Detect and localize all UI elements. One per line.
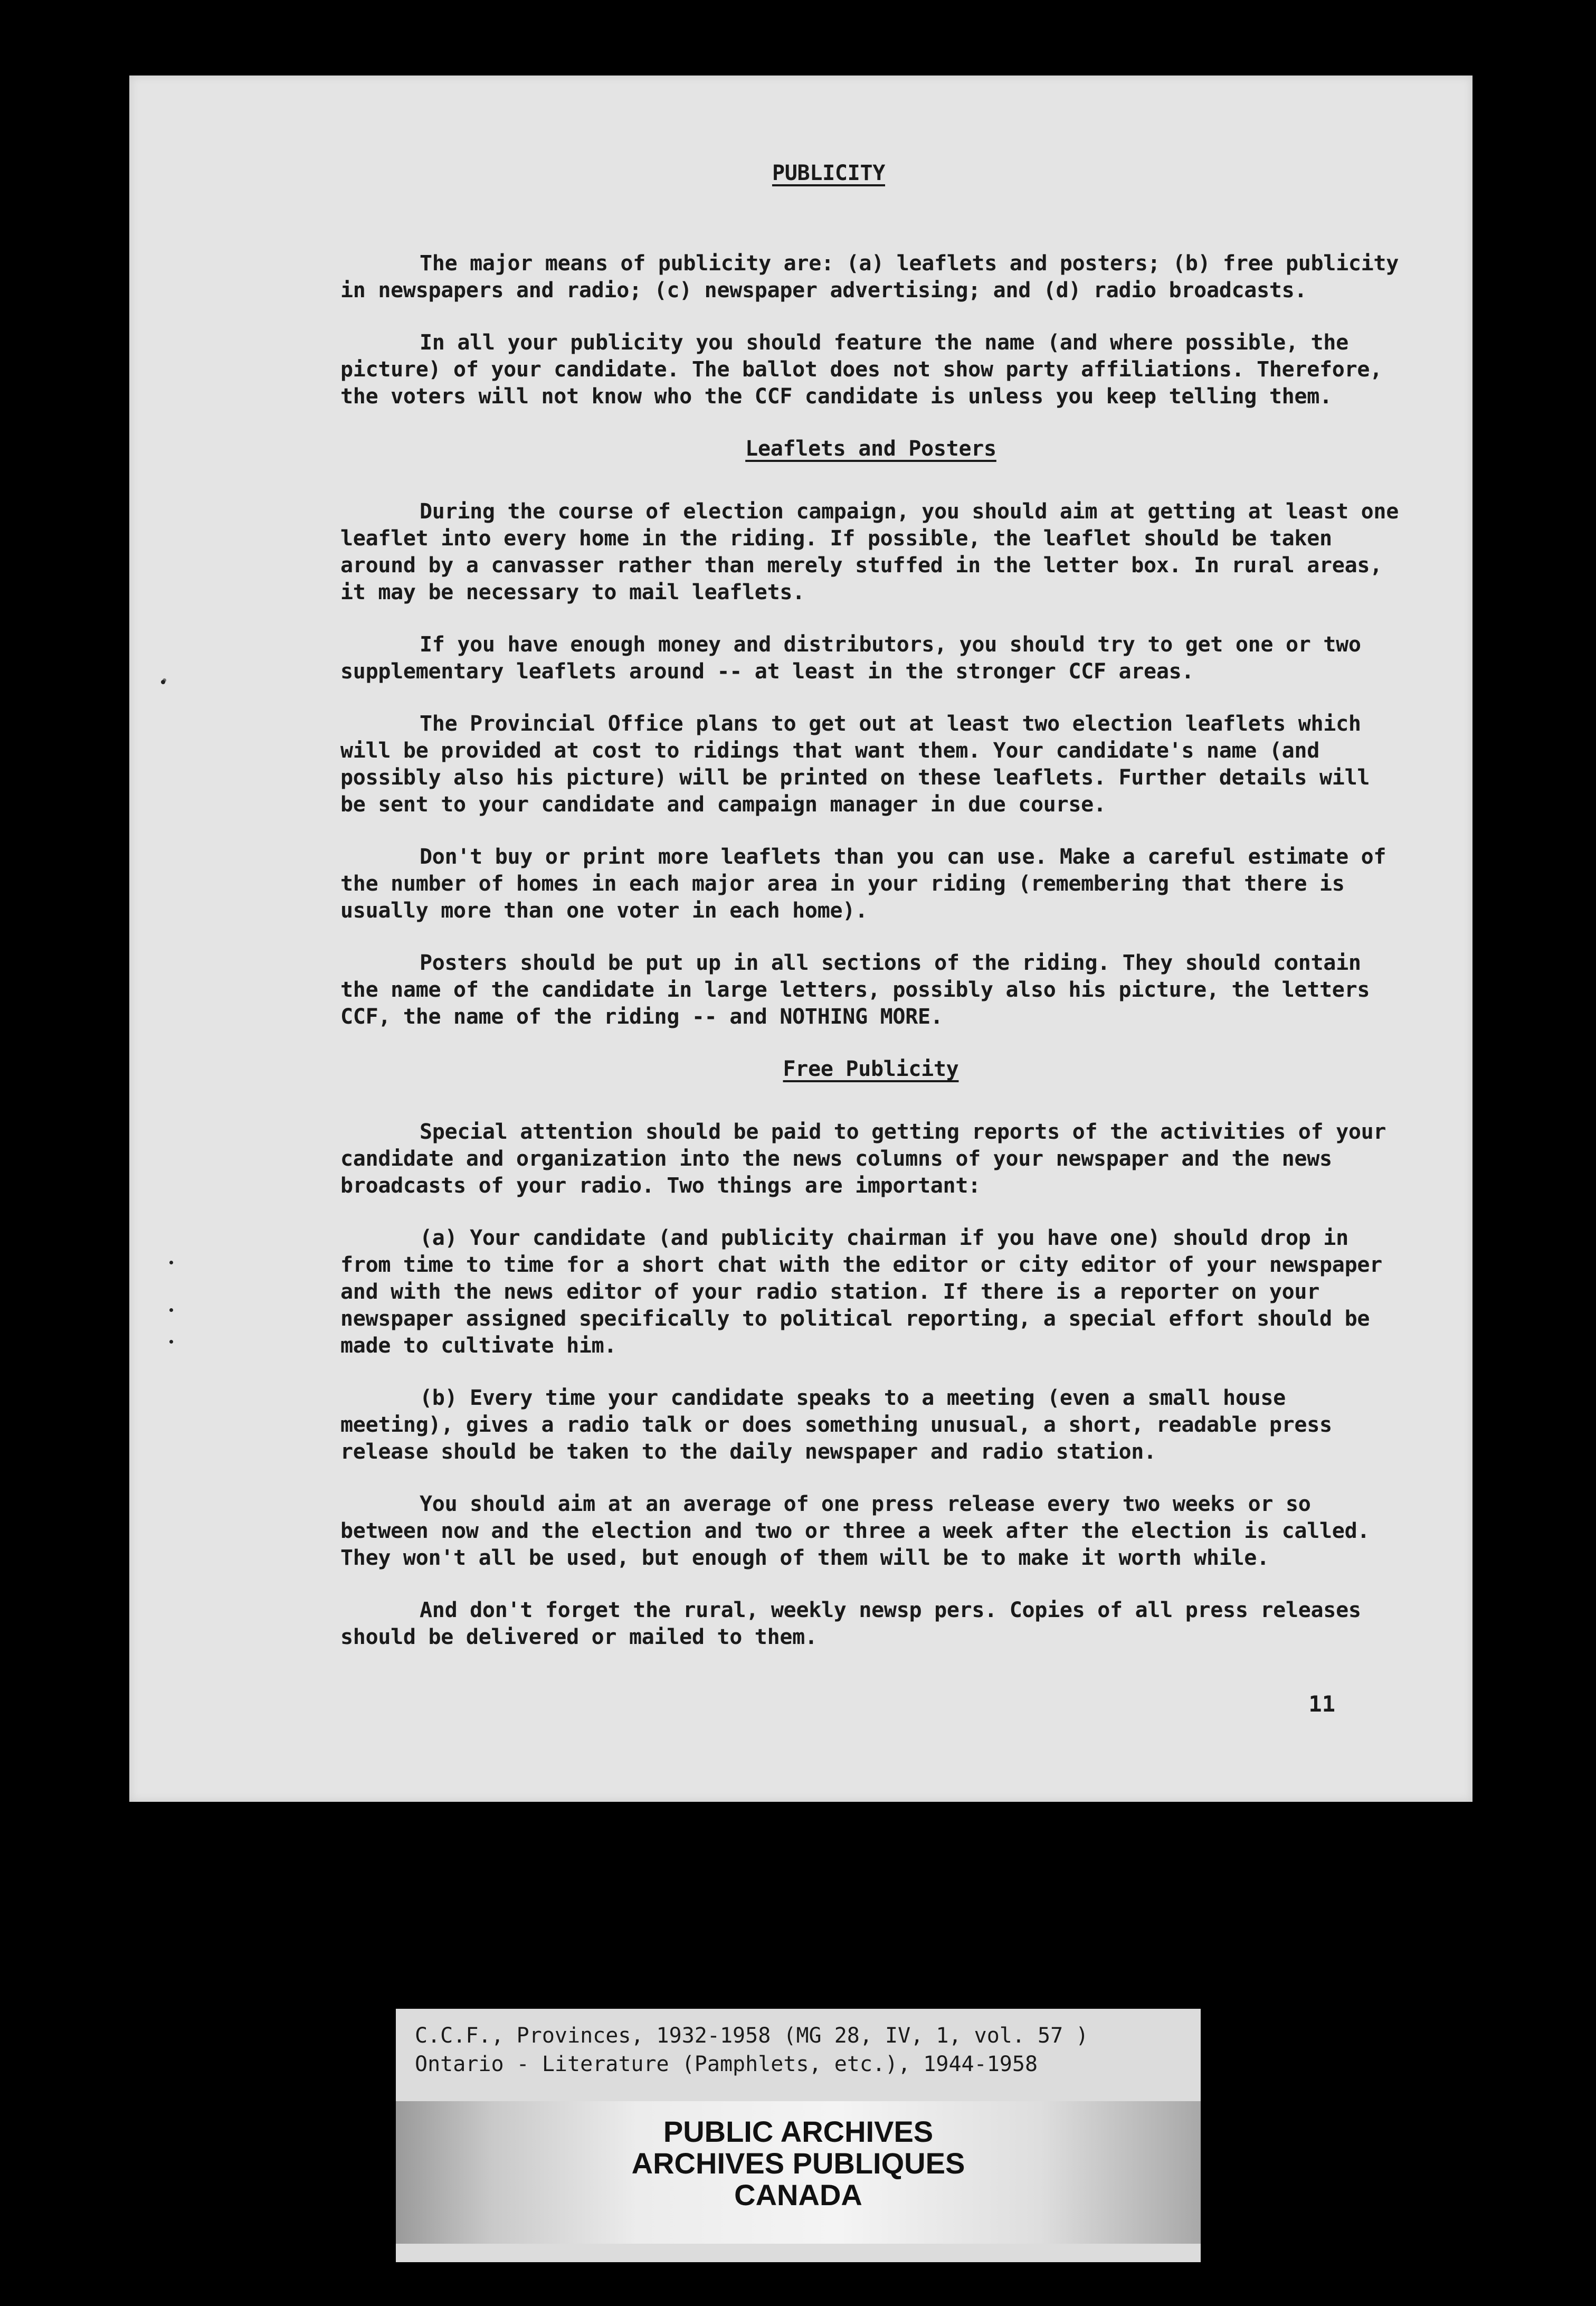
stamp-line: CANADA xyxy=(734,2178,862,2212)
archive-reference-line: Ontario - Literature (Pamphlets, etc.), 1944-1958 xyxy=(415,2052,1038,2076)
body-paragraph: And don't forget the rural, weekly newsp pers. Copies of all press releases should be delivered or mailed to them. xyxy=(340,1598,1361,1649)
archive-label xyxy=(396,2009,1201,2262)
body-paragraph: Special attention should be paid to getting reports of the activities of your candidate and organization into the news columns of your newspaper and the news broadcasts of your radio. Two things are important: xyxy=(340,1120,1386,1198)
body-paragraph: The Provincial Office plans to get out at least two election leaflets which will be provided at cost to ridings that want them. Your candidate's name (and possibly also his picture) will be printed on these leaflets. Further details will be sent to your candidate and campaign manager in due course. xyxy=(340,712,1370,817)
archives-stamp xyxy=(396,2101,1201,2244)
margin-speck xyxy=(169,1261,173,1264)
margin-speck xyxy=(163,678,166,682)
stamp-line: PUBLIC ARCHIVES xyxy=(663,2115,934,2148)
body-paragraph: Posters should be put up in all sections of the riding. They should contain the name of the candidate in large letters, possibly also his picture, the letters CCF, the name of the riding -- and NOTHING MORE. xyxy=(340,951,1370,1029)
body-paragraph: During the course of election campaign, you should aim at getting at least one leaflet into every home in the riding. If possible, the leaflet should be taken around by a canvasser rather than merely stuffed in the letter box. In rural areas, it may be necessary to mail leaflets. xyxy=(340,499,1399,604)
intro-paragraph: The major means of publicity are: (a) leaflets and posters; (b) free publicity in newspapers and radio; (c) newspaper advertising; and (d) radio broadcasts. xyxy=(340,251,1399,303)
body-paragraph: (b) Every time your candidate speaks to a meeting (even a small house meeting), gives a radio talk or does something unusual, a short, readable press release should be taken to the daily newspaper and radio station. xyxy=(340,1386,1332,1464)
section-heading-leaflets: Leaflets and Posters xyxy=(745,437,996,461)
margin-speck xyxy=(169,1340,173,1344)
margin-speck xyxy=(169,1308,173,1312)
page-number: 11 xyxy=(1308,1691,1335,1717)
document-page xyxy=(129,75,1472,1802)
page-title: PUBLICITY xyxy=(772,161,886,185)
body-paragraph: You should aim at an average of one press release every two weeks or so between now and the election and two or three a week after the election is called. They won't all be used, but enough of them will be to make it worth while. xyxy=(340,1492,1370,1570)
body-paragraph: (a) Your candidate (and publicity chairman if you have one) should drop in from time to time for a short chat with the editor or city editor of your newspaper and with the news editor of your radio station. If there is a reporter on your newspaper assigned specifically to political reporting, a special effort should be made to cultivate him. xyxy=(340,1226,1382,1358)
intro-paragraph: In all your publicity you should feature the name (and where possible, the picture) of your candidate. The ballot does not show party affiliations. Therefore, the voters will not know who the CCF candidate is unless you keep telling them. xyxy=(340,330,1382,409)
stamp-line: ARCHIVES PUBLIQUES xyxy=(631,2147,965,2180)
archive-reference-line: C.C.F., Provinces, 1932-1958 (MG 28, IV, 1, vol. 57 ) xyxy=(415,2024,1089,2048)
body-paragraph: Don't buy or print more leaflets than you can use. Make a careful estimate of the number of homes in each major area in your riding (remembering that there is usually more than one voter in each home). xyxy=(340,845,1386,923)
document-body xyxy=(340,160,1401,1676)
section-heading-free-publicity: Free Publicity xyxy=(783,1057,959,1081)
archive-reference xyxy=(415,2021,1185,2078)
body-paragraph: If you have enough money and distributors, you should try to get one or two supplementary leaflets around -- at least in the stronger CCF areas. xyxy=(340,632,1361,684)
